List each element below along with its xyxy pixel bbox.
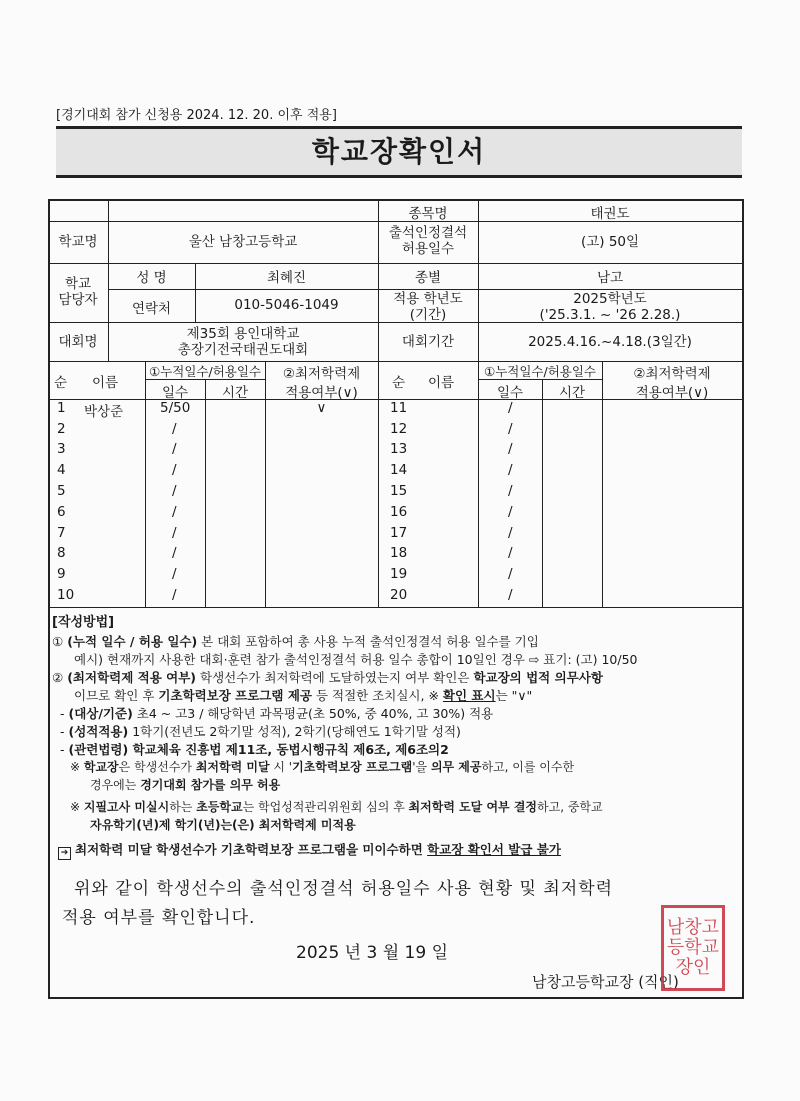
row-days: / [172,504,177,520]
row-days: / [508,545,513,561]
s1-e: 기초학력보장 프로그램 [292,760,413,774]
contact-value: 010-5046-1049 [234,297,339,313]
final-note [58,840,561,859]
row-days: / [172,545,177,561]
col-no-left: 순 [54,375,68,391]
bold-2c: 기초학력보장 프로그램 제공 [158,688,312,703]
s1-a: 학교장 [83,760,119,774]
year-value-line2: ('25.3.1. ~ '26 2.28.) [539,307,681,323]
detail-1-bold: (대상/기준) [68,706,133,721]
row-check: ∨ [316,400,327,416]
vline [542,379,543,607]
col-days-right: 일수 [496,385,524,401]
row-days: / [508,441,513,457]
s1-l2a: 경우에는 [90,778,141,792]
competition-label: 대회명 [58,334,98,350]
date: 2025 년 3 월 19 일 [296,943,448,963]
row-days: / [508,525,513,541]
row-days: / [172,525,177,541]
method-heading: [작성방법] [52,615,115,630]
vline [378,361,379,607]
num-2: ② [52,670,64,685]
gender-value: 남고 [596,270,624,286]
row-days: / [172,566,177,582]
detail-2-text: 1학기(전년도 2학기말 성적), 2학기(당해연도 1학기말 성적) [128,724,461,739]
row-days: / [508,400,513,416]
detail-3-bold: (관련법령) [68,742,129,757]
detail-1: - (대상/기준) 초4 ~ 고3 / 해당학년 과목평균(초 50%, 중 40%, 고 30%) 적용 [60,706,494,721]
hline [108,289,378,290]
period-label: 대회기간 [401,334,455,350]
text-2a: 학생선수가 최저학력에 도달하였는지 여부 확인은 [196,670,474,685]
allowed-label-line2: 허용일수 [401,241,455,257]
period-value: 2025.4.16.~4.18.(3일간) [528,334,692,350]
competition-value-line1: 제35회 용인대학교 [186,326,300,342]
name-label: 성 명 [136,270,167,286]
col-name-left: 이름 [92,375,119,391]
row-name: 박상준 [84,404,124,420]
contact-label: 연락처 [131,301,172,317]
detail-2-bold: (성적적용) [68,724,129,739]
final-b: 학교장 확인서 발급 불가 [427,842,561,857]
year-value-line1: 2025학년도 [573,291,647,307]
row-no: 9 [57,566,66,582]
school-value: 울산 남창고등학교 [188,234,298,250]
row-days: / [508,483,513,499]
row-no: 7 [57,525,66,541]
s2-a: 지필고사 미실시 [83,800,170,814]
manager-label [48,276,108,308]
row-days: / [172,462,177,478]
manager-label-line1: 학교 [64,276,92,292]
text-2c: 이므로 확인 후 [74,688,159,703]
row-days: 5/50 [160,400,191,416]
row-no: 3 [57,441,66,457]
hline [48,263,742,264]
s1-g: 의무 제공 [430,760,482,774]
year-label-line2: (기간) [409,307,447,323]
row-days: / [508,566,513,582]
row-days: / [508,421,513,437]
col-no-right: 순 [392,375,406,391]
arrow-box-icon: ➔ [58,847,71,860]
method-item-1 [52,632,539,650]
special-2: ※ 지필고사 미실시하는 초등학교는 학업성적관리위원회 심의 후 최저학력 도달 여부 결정하고, 중학교 [70,800,603,814]
detail-3: - (관련법령) 학교체육 진흥법 제11조, 동법시행규칙 제6조, 제6조의2 [60,742,449,757]
row-no: 10 [57,587,75,603]
s1-h: 하고, 이를 이수한 [481,760,575,774]
col-time-left: 시간 [221,385,249,401]
col-name-right: 이름 [428,375,455,391]
year-label [378,291,478,323]
row-no: 6 [57,504,66,520]
s1-b: 은 학생선수가 [118,760,196,774]
special-2-line2: 자유학기(년)제 학기(년)는(은) 최저학력제 미적용 [90,818,356,832]
year-label-line1: 적용 학년도 [393,291,463,307]
row-no: 5 [57,483,66,499]
s2-b: 하는 [169,800,197,814]
school-label: 학교명 [58,234,98,250]
hline [378,289,742,290]
special-1: ※ 학교장은 학생선수가 최저학력 미달 시 '기초학력보장 프로그램'을 의무 제공하고, 이를 이수한 [70,760,575,774]
event-label: 종목명 [408,206,448,222]
col-minimum-left-2: 적용여부(∨) [285,385,358,401]
detail-1-text: 초4 ~ 고3 / 해당학년 과목평균(초 50%, 중 40%, 고 30%) 적용 [132,706,494,721]
competition-value [108,326,378,358]
col-days-left: 일수 [161,385,189,401]
num-1: ① [52,634,64,649]
row-no: 11 [390,400,408,416]
s1-l2b: 경기대회 참가를 의무 허용 [140,778,281,792]
row-no: 13 [390,441,408,457]
col-cumulative-right: ①누적일수/허용일수 [483,364,597,379]
allowed-label [378,225,478,257]
confirm-line-1: 위와 같이 학생선수의 출석인정결석 허용일수 사용 현황 및 최저학력 [74,879,614,899]
s2-e: 최저학력 도달 여부 결정 [408,800,538,814]
competition-value-line2: 총장기전국태권도대회 [177,342,309,358]
detail-2: - (성적적용) 1학기(전년도 2학기말 성적), 2학기(당해연도 1학기말 성적) [60,724,461,739]
text-2d: 등 적절한 조치실시, ※ [311,688,443,703]
col-minimum-left-1: ②최저학력제 [282,366,361,382]
bold-2: (최저학력제 적용 여부) [67,670,197,685]
row-no: 18 [390,545,408,561]
text-1: 본 대회 포함하여 총 사용 누적 출석인정결석 허용 일수를 기입 [197,634,539,649]
row-days: / [172,421,177,437]
year-value [478,291,742,323]
name-value: 최혜진 [266,270,307,286]
s1-d: 시 ' [269,760,293,774]
row-no: 1 [57,400,66,416]
final-a: 최저학력 미달 학생선수가 기초학력보장 프로그램을 미이수하면 [75,842,428,857]
bold-1: (누적 일수 / 허용 일수) [67,634,198,649]
col-time-right: 시간 [558,385,586,401]
special-1-line2 [90,776,280,793]
allowed-label-line1: 출석인정결석 [388,225,468,241]
col-minimum-right-2: 적용여부(∨) [635,385,709,401]
row-no: 2 [57,421,66,437]
row-days: / [508,504,513,520]
s2-c: 초등학교 [196,800,243,814]
row-no: 8 [57,545,66,561]
s2-d: 는 학업성적관리위원회 심의 후 [242,800,409,814]
row-no: 20 [390,587,408,603]
vline [205,379,206,607]
row-days: / [508,462,513,478]
s2-f: 하고, 중학교 [537,800,603,814]
bold-2d: 확인 표시 [442,688,496,703]
confirm-line-2: 적용 여부를 확인합니다. [62,908,256,928]
row-days: / [172,441,177,457]
bold-2b: 학교장의 법적 의무사항 [473,670,603,685]
row-days: / [172,587,177,603]
row-no: 15 [390,483,408,499]
col-minimum-right-1: ②최저학력제 [633,366,711,382]
method-item-2 [52,668,603,686]
official-seal: 남창고등학교장인 [661,905,725,991]
gender-label: 종별 [414,270,442,286]
manager-label-line2: 담당자 [58,292,98,308]
header-note: [경기대회 참가 신청용 2024. 12. 20. 이후 적용] [56,108,337,123]
s1-f: '을 [412,760,431,774]
row-days: / [172,483,177,499]
col-cumulative-left: ①누적일수/허용일수 [148,364,262,379]
method-item-1-example: 예시) 현재까지 사용한 대회·훈련 참가 출석인정결석 허용 일수 총합이 10일인 경우 ⇨ 표기: (고) 10/50 [74,652,638,667]
text-2e: 는 "∨" [495,688,533,703]
signer: 남창고등학교장 (직인) [532,973,679,991]
method-item-2-line2 [74,686,532,704]
row-no: 16 [390,504,408,520]
hline [48,607,742,608]
row-days: / [508,587,513,603]
row-no: 17 [390,525,408,541]
row-no: 14 [390,462,408,478]
row-no: 4 [57,462,66,478]
document-title: 학교장확인서 [56,126,742,178]
s1-c: 최저학력 미달 [195,760,270,774]
detail-3-text: 학교체육 진흥법 제11조, 동법시행규칙 제6조, 제6조의2 [128,742,449,757]
row-no: 19 [390,566,408,582]
row-no: 12 [390,421,408,437]
event-value: 태권도 [590,206,630,222]
allowed-value: (고) 50일 [580,234,640,250]
